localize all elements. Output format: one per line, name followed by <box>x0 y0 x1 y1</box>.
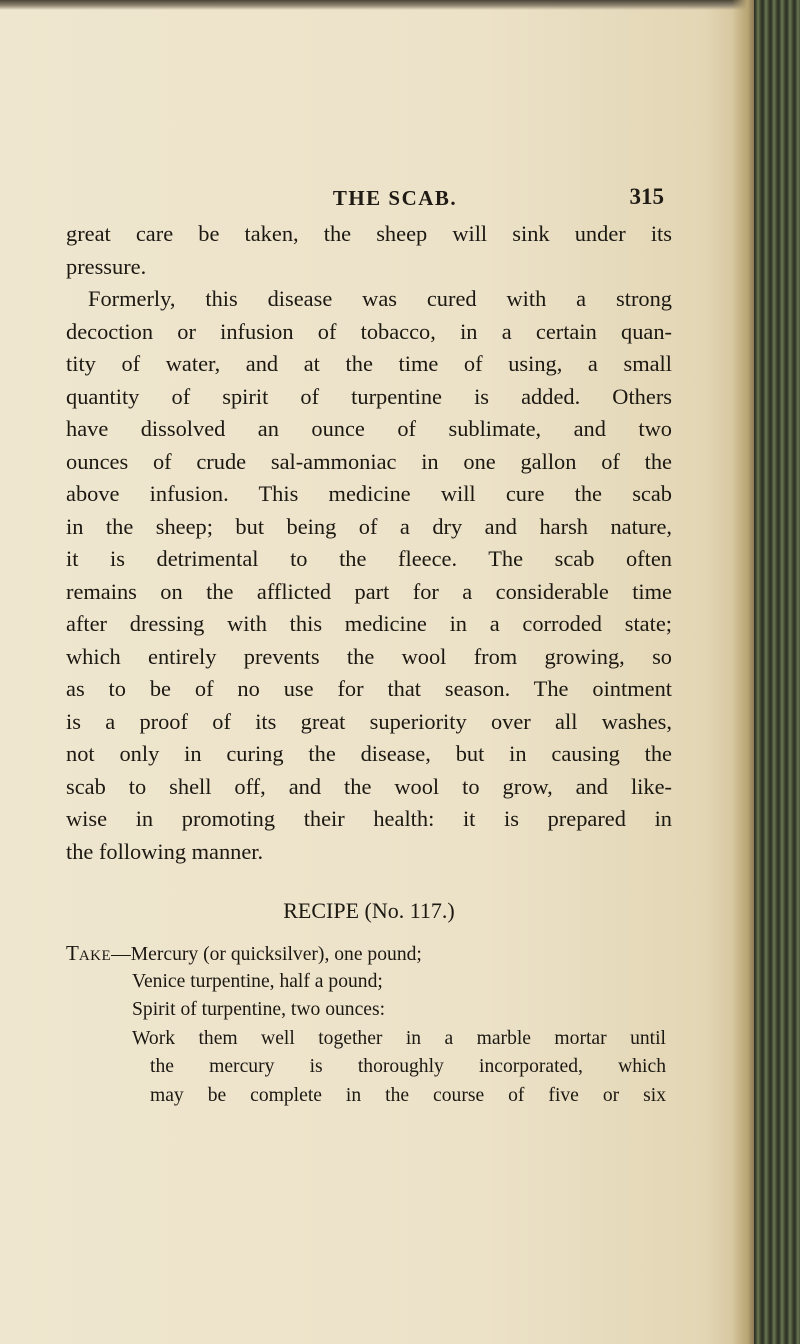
recipe-line: Venice turpentine, half a pound; <box>132 970 383 992</box>
text-line: in the sheep; but being of a dry and harsh nature, <box>66 513 672 539</box>
text-line: quantity of spirit of turpentine is added. Others <box>66 383 672 409</box>
take-initial: T <box>66 941 79 965</box>
recipe-line: Work them well together in a marble mortar until <box>132 1027 666 1049</box>
take-smallcaps: AKE <box>78 948 112 964</box>
text-line: pressure. <box>66 253 147 279</box>
running-head <box>66 186 724 220</box>
text-line: which entirely prevents the wool from growing, so <box>66 643 672 669</box>
text-line: decoction or infusion of tobacco, in a certain quan- <box>66 318 672 344</box>
recipe-ingredient: —Mercury (or quicksilver), one pound; <box>111 944 422 965</box>
text-line: above infusion. This medicine will cure the scab <box>66 481 672 506</box>
text-line: ounces of crude sal-ammoniac in one gallon of the <box>66 448 672 474</box>
text-line: it is detrimental to the fleece. The scab often <box>66 546 672 571</box>
recipe-body <box>66 939 666 1110</box>
text-line: wise in promoting their health: it is prepared in <box>66 806 672 831</box>
text-line: great care be taken, the sheep will sink under its <box>66 221 672 246</box>
recipe-line: Spirit of turpentine, two ounces: <box>132 999 386 1020</box>
text-line: the following manner. <box>66 838 264 864</box>
recipe-heading: RECIPE (No. 117.) <box>283 898 455 923</box>
recipe-line: the mercury is thoroughly incorporated, which <box>150 1056 666 1077</box>
text-line: not only in curing the disease, but in causing the <box>66 741 672 766</box>
text-line: as to be of no use for that season. The ointment <box>66 676 672 701</box>
page-gutter-shadow <box>732 0 754 1344</box>
text-line: tity of water, and at the time of using, a small <box>66 351 672 376</box>
body-text <box>66 218 672 868</box>
text-line: scab to shell off, and the wool to grow, and like- <box>66 773 672 799</box>
book-page-edges <box>754 0 800 1344</box>
recipe-line <box>66 939 666 968</box>
top-shadow <box>0 0 800 10</box>
running-head-title: THE SCAB. <box>332 186 458 210</box>
text-line: Formerly, this disease was cured with a strong <box>88 286 672 311</box>
text-line: after dressing with this medicine in a corroded state; <box>66 611 672 636</box>
recipe-line: may be complete in the course of five or six <box>150 1084 666 1106</box>
page-number: 315 <box>629 184 664 209</box>
text-line: have dissolved an ounce of sublimate, and two <box>66 416 672 441</box>
text-line: is a proof of its great superiority over all washes, <box>66 708 672 734</box>
text-line: remains on the afflicted part for a considerable time <box>66 578 672 604</box>
